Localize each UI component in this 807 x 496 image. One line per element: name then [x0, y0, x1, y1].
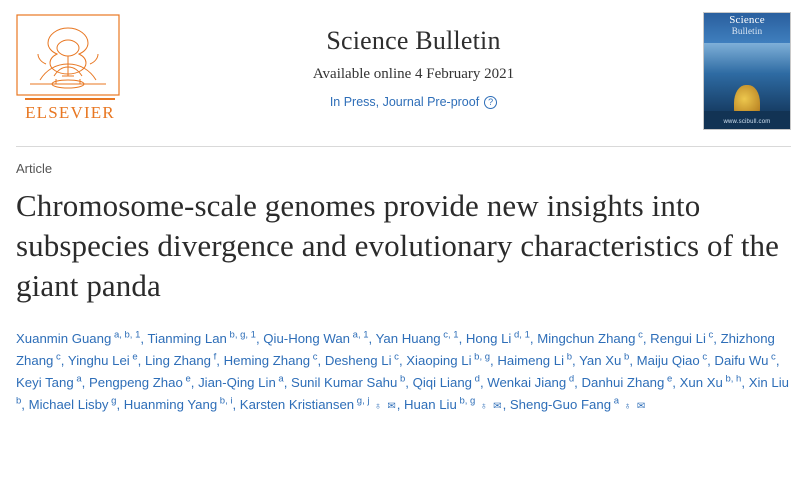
author-separator: , — [396, 397, 405, 412]
author-separator: , — [741, 375, 749, 390]
author-affiliation-marker[interactable]: c — [53, 351, 61, 363]
author-separator: , — [672, 375, 680, 390]
elsevier-tree-icon — [16, 14, 120, 96]
journal-cover-thumbnail[interactable] — [703, 12, 791, 130]
author-affiliation-marker[interactable]: a — [611, 395, 620, 407]
article-body — [0, 147, 807, 418]
cover-footer-text: www.scibull.com — [723, 119, 771, 125]
author-separator: , — [137, 353, 145, 368]
author-separator: , — [574, 375, 582, 390]
cover-title-line1: Science — [729, 14, 765, 26]
author-name[interactable]: Xun Xu — [679, 375, 723, 390]
author-name[interactable]: Heming Zhang — [223, 353, 311, 368]
author-affiliation-marker[interactable]: c — [705, 329, 714, 341]
author-name[interactable]: Desheng Li — [324, 353, 392, 368]
page-title: Chromosome-scale genomes provide new insights into subspecies divergence and evolutionary characteristics of the giant panda — [16, 188, 780, 303]
author-separator: , — [479, 375, 488, 390]
person-icon[interactable]: ♁ — [374, 401, 382, 412]
elsevier-logo[interactable] — [16, 14, 124, 123]
journal-status-label: In Press, Journal Pre-proof — [329, 95, 480, 109]
author-separator: , — [529, 331, 538, 346]
author-name[interactable]: Qiu-Hong Wan — [263, 331, 351, 346]
author-name[interactable]: Jian-Qing Lin — [198, 375, 276, 390]
author-affiliation-marker[interactable]: c — [635, 329, 643, 341]
cover-artwork — [704, 43, 790, 111]
author-name[interactable]: Michael Lisby — [28, 397, 109, 412]
author-name[interactable]: Huanming Yang — [123, 397, 218, 412]
author-affiliation-marker[interactable]: c — [699, 351, 708, 363]
author-separator: , — [490, 353, 498, 368]
author-separator: , — [707, 353, 715, 368]
author-separator: , — [775, 353, 780, 368]
author-affiliation-marker[interactable]: g — [108, 395, 117, 407]
person-icon[interactable]: ♁ — [480, 401, 488, 412]
author-affiliation-marker[interactable]: b, h — [722, 373, 742, 385]
author-separator: , — [81, 375, 89, 390]
author-affiliation-marker[interactable]: c — [391, 351, 399, 363]
author-affiliation-marker[interactable]: b, g, 1 — [226, 329, 256, 341]
author-name[interactable]: Mingchun Zhang — [537, 331, 636, 346]
envelope-icon[interactable]: ✉ — [387, 401, 396, 412]
author-name[interactable]: Sunil Kumar Sahu — [291, 375, 398, 390]
author-name[interactable]: Qiqi Liang — [412, 375, 472, 390]
question-mark-icon[interactable]: ? — [484, 96, 497, 109]
journal-title: Science Bulletin — [326, 26, 501, 55]
author-affiliation-marker[interactable]: c, 1 — [440, 329, 459, 341]
person-icon[interactable]: ♁ — [623, 401, 632, 412]
author-separator: , — [502, 397, 510, 412]
author-separator: , — [60, 353, 68, 368]
author-affiliation-marker[interactable]: a — [73, 373, 82, 385]
author-name[interactable]: Yan Huang — [375, 331, 441, 346]
author-name[interactable]: Huan Liu — [404, 397, 457, 412]
author-affiliation-marker[interactable]: d — [472, 373, 480, 385]
author-separator: , — [629, 353, 637, 368]
author-affiliation-marker[interactable]: a, b, 1 — [111, 329, 141, 341]
envelope-icon[interactable]: ✉ — [636, 401, 646, 412]
author-name[interactable]: Yinghu Lei — [67, 353, 130, 368]
author-name[interactable]: Wenkai Jiang — [487, 375, 567, 390]
author-name[interactable]: Tianming Lan — [147, 331, 227, 346]
author-name[interactable]: Xiaoping Li — [406, 353, 472, 368]
journal-availability: Available online 4 February 2021 — [312, 66, 515, 82]
author-separator: , — [317, 353, 325, 368]
author-separator: , — [398, 353, 407, 368]
author-name[interactable]: Rengui Li — [650, 331, 706, 346]
author-affiliation-marker[interactable]: b — [16, 395, 22, 407]
author-name[interactable]: Karsten Kristiansen — [239, 397, 355, 412]
author-name[interactable]: Zhizhong Zhang — [16, 331, 775, 368]
article-doctype: Article — [16, 161, 53, 176]
author-affiliation-marker[interactable]: f — [211, 351, 217, 363]
envelope-icon[interactable]: ✉ — [493, 401, 502, 412]
author-name[interactable]: Hong Li — [465, 331, 512, 346]
elsevier-wordmark: ELSEVIER — [25, 98, 115, 123]
author-name[interactable]: Keyi Tang — [16, 375, 74, 390]
author-separator: , — [255, 331, 264, 346]
author-name[interactable]: Pengpeng Zhao — [88, 375, 183, 390]
author-name[interactable]: Sheng-Guo Fang — [509, 397, 612, 412]
journal-info — [124, 8, 703, 111]
author-separator: , — [283, 375, 292, 390]
cover-title-line2: Bulletin — [731, 26, 763, 36]
author-name[interactable]: Ling Zhang — [145, 353, 211, 368]
cover-title — [704, 15, 790, 37]
author-separator: , — [405, 375, 413, 390]
journal-header — [0, 0, 807, 140]
author-separator: , — [368, 331, 376, 346]
author-separator: , — [190, 375, 199, 390]
author-affiliation-marker[interactable]: a — [275, 373, 284, 385]
author-separator: , — [140, 331, 148, 346]
author-affiliation-marker[interactable]: d — [566, 373, 575, 385]
author-affiliation-marker[interactable]: g, j — [354, 395, 370, 407]
author-affiliation-marker[interactable]: b, g — [471, 351, 491, 363]
author-affiliation-marker[interactable]: b, g — [456, 395, 476, 407]
author-affiliation-marker[interactable]: d, 1 — [511, 329, 530, 341]
author-affiliation-marker[interactable]: e — [182, 373, 191, 385]
author-name[interactable]: Haimeng Li — [497, 353, 565, 368]
author-affiliation-marker[interactable]: c — [768, 351, 776, 363]
author-affiliation-marker[interactable]: b — [621, 351, 630, 363]
author-separator: , — [642, 331, 651, 346]
author-affiliation-marker[interactable]: c — [310, 351, 318, 363]
author-name[interactable]: Xin Liu — [748, 375, 790, 390]
author-list — [16, 328, 791, 418]
author-name[interactable]: Yan Xu — [579, 353, 622, 368]
author-affiliation-marker[interactable]: b — [564, 351, 573, 363]
author-separator: , — [572, 353, 580, 368]
author-separator: , — [216, 353, 224, 368]
author-separator: , — [713, 331, 721, 346]
author-separator: , — [232, 397, 240, 412]
author-affiliation-marker[interactable]: b — [397, 373, 406, 385]
journal-status-link[interactable] — [330, 95, 497, 109]
author-name[interactable]: Xuanmin Guang — [16, 331, 112, 346]
author-separator: , — [21, 397, 29, 412]
author-separator: , — [116, 397, 124, 412]
author-affiliation-marker[interactable]: e — [664, 373, 673, 385]
author-name[interactable]: Maiju Qiao — [636, 353, 700, 368]
author-name[interactable]: Danhui Zhang — [581, 375, 665, 390]
author-name[interactable]: Daifu Wu — [714, 353, 769, 368]
author-affiliation-marker[interactable]: e — [129, 351, 138, 363]
author-separator: , — [458, 331, 466, 346]
author-affiliation-marker[interactable]: a, 1 — [350, 329, 369, 341]
author-affiliation-marker[interactable]: b, i — [217, 395, 233, 407]
